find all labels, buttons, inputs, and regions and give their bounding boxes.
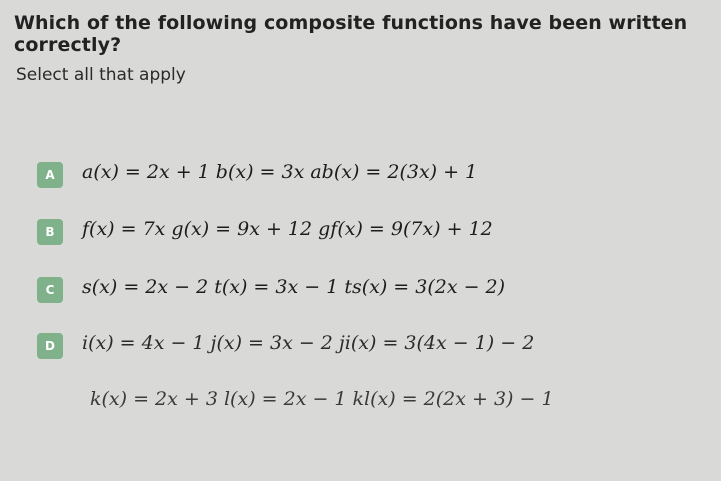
option-d-expression: i(x) = 4x − 1 j(x) = 3x − 2 ji(x) = 3(4x − 1) − 2 (82, 332, 535, 354)
option-e-expression: k(x) = 2x + 3 l(x) = 2x − 1 kl(x) = 2(2x + 3) − 1 (90, 388, 554, 410)
instruction-text: Select all that apply (16, 65, 186, 85)
option-a-badge[interactable]: A (37, 162, 63, 188)
option-b-expression: f(x) = 7x g(x) = 9x + 12 gf(x) = 9(7x) + 12 (82, 218, 493, 240)
question-text: Which of the following composite functions have been written correctly? (14, 12, 688, 56)
option-c-badge[interactable]: C (37, 277, 63, 303)
option-b[interactable] (30, 212, 590, 252)
option-d-badge[interactable]: D (37, 333, 63, 359)
option-d[interactable] (30, 326, 590, 366)
option-b-badge[interactable]: B (37, 219, 63, 245)
option-a-expression: a(x) = 2x + 1 b(x) = 3x ab(x) = 2(3x) + 1 (82, 161, 478, 183)
option-c-expression: s(x) = 2x − 2 t(x) = 3x − 1 ts(x) = 3(2x − 2) (82, 276, 506, 298)
option-a[interactable] (30, 155, 590, 195)
option-e[interactable] (30, 382, 590, 422)
option-c[interactable] (30, 270, 590, 310)
